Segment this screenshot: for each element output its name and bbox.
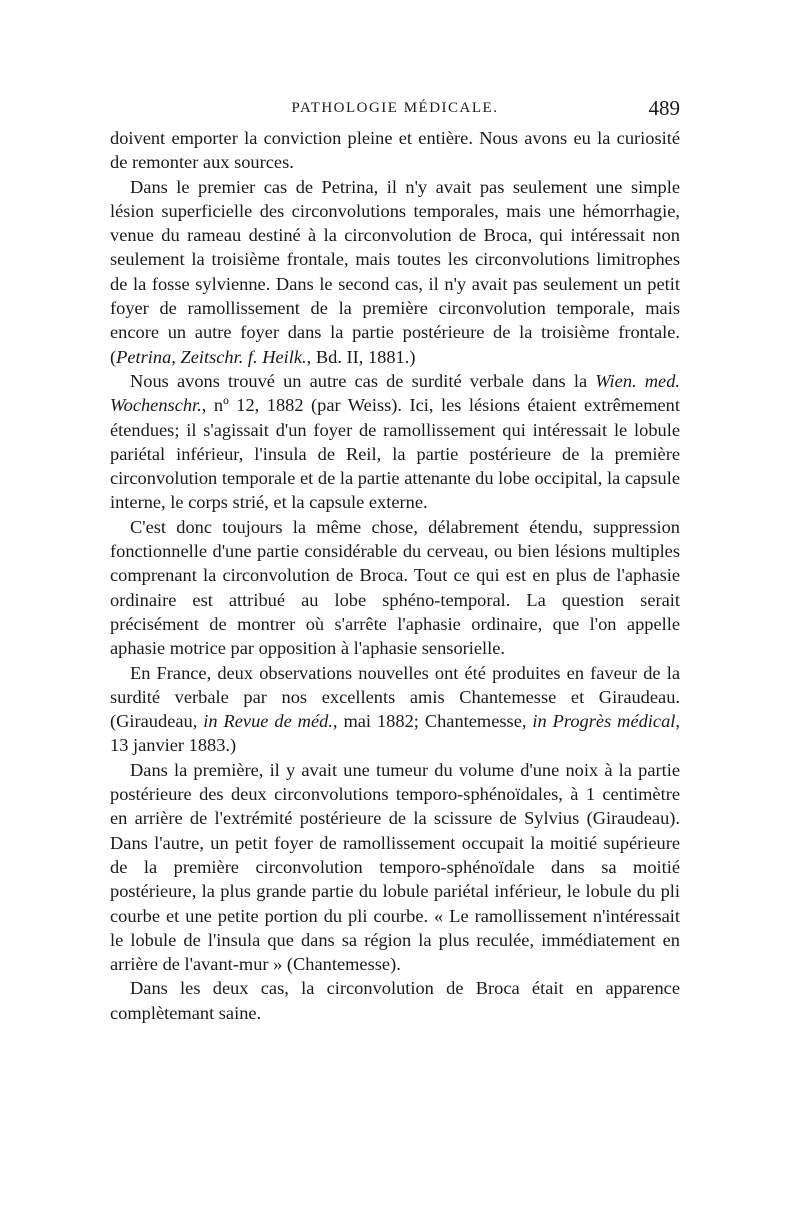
text-segment: , Bd. II, 1881.) — [306, 346, 416, 367]
paragraph — [110, 758, 680, 977]
paragraph — [110, 661, 680, 758]
paragraph — [110, 126, 680, 175]
italic-citation: in Progrès médical — [532, 711, 676, 732]
text-segment: , mai 1882; Chantemesse, — [332, 711, 533, 732]
text-segment: En France, deux observations nouvelles ont été produites en faveur de la surdité verbale par nos excellents amis Chantemesse et Giraudeau. (Giraudeau, — [110, 662, 680, 732]
text-segment: Dans la première, il y avait une tumeur du volume d'une noix à la partie postérieure des deux circonvolutions temporo-sphénoïdales, à 1 centimètre en arrière de l'extrémité postérieure de la scissure de Sylvius (Giraudeau). Dans l'autre, un petit foyer de ramollissement occupait la moitié supérieure de la première circonvolution temporo-sphénoïdale dans sa moitié postérieure, la plus grande partie du lobule pariétal inférieur, le lobule du pli courbe et une petite portion du pli courbe. « Le ramollissement n'intéressait le lobule de l'insula que dans sa région la plus reculée, immédiatement en arrière de l'avant-mur » (Chantemesse). — [110, 759, 680, 975]
body-text — [110, 126, 680, 1025]
text-segment: C'est donc toujours la même chose, délabrement étendu, suppression fonctionnelle d'une partie considérable du cerveau, ou bien lésions multiples comprenant la circonvolution de Broca. Tout ce qui est en plus de l'aphasie ordinaire est attribué au lobe sphéno-temporal. La question serait précisément de montrer où s'arrête l'aphasie ordinaire, que l'on appelle aphasie motrice par opposition à l'aphasie sensorielle. — [110, 516, 680, 659]
paragraph — [110, 175, 680, 369]
page-header — [110, 96, 680, 122]
page-number: 489 — [648, 96, 680, 120]
text-segment: doivent emporter la conviction pleine et entière. Nous avons eu la curiosité de remonter aux sources. — [110, 128, 680, 173]
paragraph — [110, 369, 680, 515]
italic-citation: Petrina, Zeitschr. f. Heilk. — [116, 346, 307, 367]
text-segment: , nº 12, 1882 (par Weiss). Ici, les lésions étaient extrêmement étendues; il s'agissait d'un foyer de ramollissement qui intéressait le lobule pariétal inférieur, l'insula de Reil, la partie postérieure de la première circonvolution temporale et de la partie attenante du lobe occipital, la capsule interne, le corps strié, et la capsule externe. — [110, 395, 680, 513]
running-title: PATHOLOGIE MÉDICALE. — [291, 100, 499, 116]
italic-citation: in Revue de méd. — [203, 711, 333, 732]
paragraph — [110, 515, 680, 661]
text-segment: Dans le premier cas de Petrina, il n'y avait pas seulement une simple lésion superficielle des circonvolutions temporales, mais une hémorrhagie, venue du rameau destiné à la circonvolution de Broca, qui intéressait non seulement la troisième frontale, mais toutes les circonvolutions limitrophes de la fosse sylvienne. Dans le second cas, il n'y avait pas seulement un petit foyer de ramollissement de la première circonvolution temporale, mais encore un autre foyer dans la partie postérieure de la troisième frontale. ( — [110, 176, 680, 367]
text-segment: Dans les deux cas, la circonvolution de Broca était en apparence complètemant saine. — [110, 978, 680, 1023]
paragraph — [110, 976, 680, 1025]
text-segment: , 13 janvier 1883.) — [110, 711, 680, 756]
text-segment: Nous avons trouvé un autre cas de surdité verbale dans la — [130, 370, 596, 391]
italic-citation: Wien. med. Wochenschr. — [110, 370, 680, 416]
